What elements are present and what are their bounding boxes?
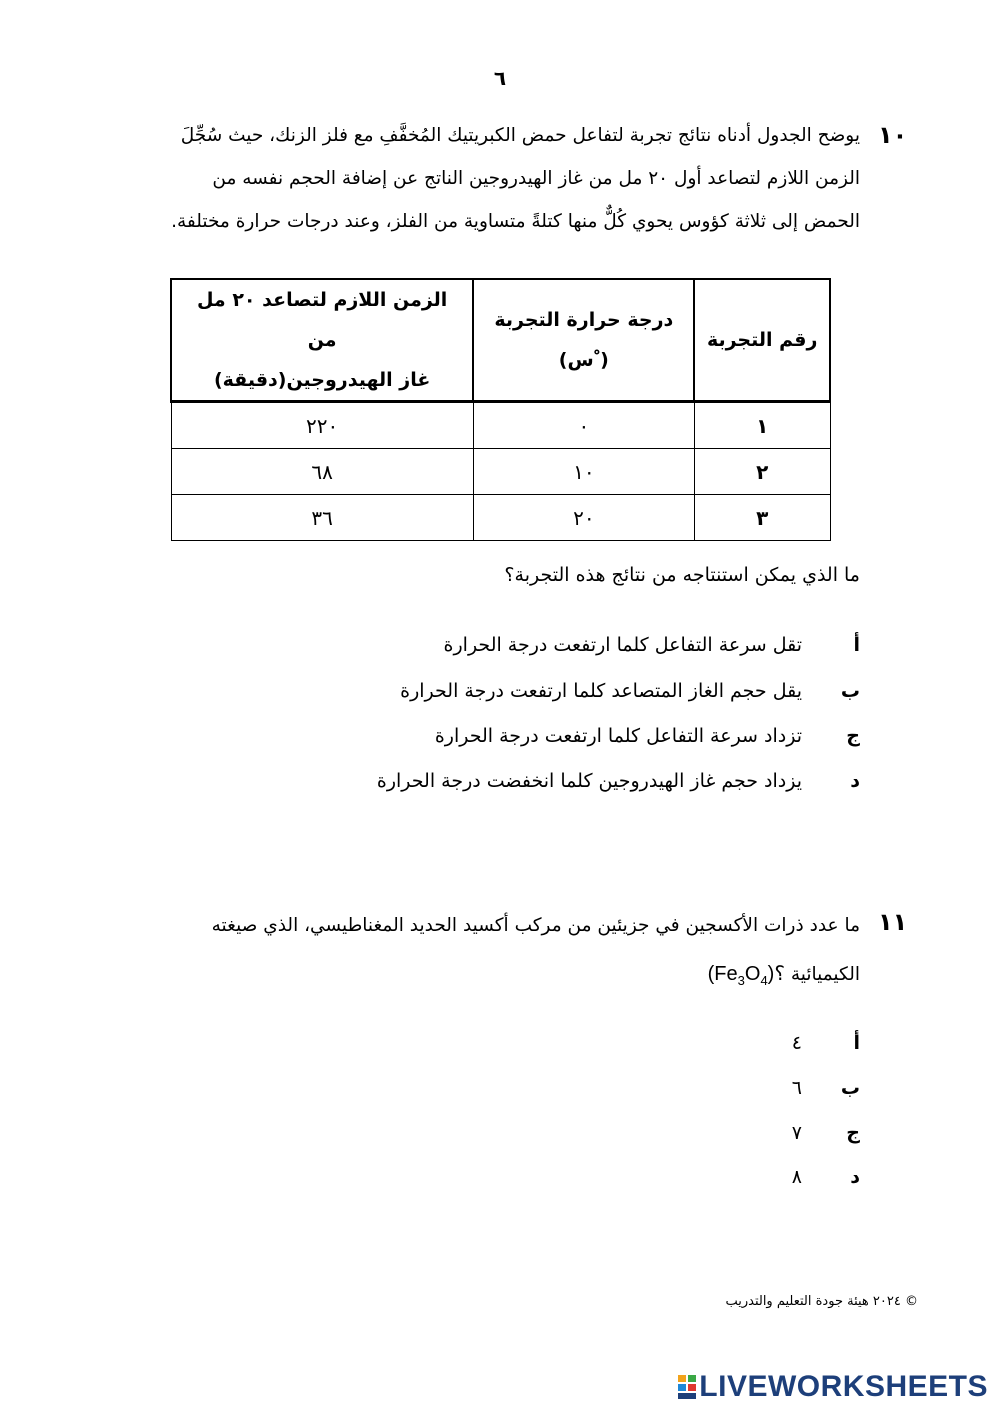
option-letter: ب: [840, 680, 860, 702]
question-11-line-1: ما عدد ذرات الأكسجين في جزيئين من مركب أكسيد الحديد المغناطيسي، الذي صيغته: [211, 915, 860, 936]
question-10-stem: [86, 114, 860, 243]
option-letter: د: [850, 1166, 860, 1188]
option-text: يزداد حجم غاز الهيدروجين كلما انخفضت درجة الحرارة: [376, 770, 802, 792]
question-11-line-2: الكيميائية $(Fe_3O_4)؟$: [707, 963, 860, 988]
option-text: ٧: [791, 1122, 802, 1144]
header-time: [171, 279, 473, 402]
cell-temperature: ٠: [473, 402, 694, 449]
copyright-notice: © ٢٠٢٤ هيئة جودة التعليم والتدريب: [725, 1294, 918, 1309]
option-c[interactable]: [435, 725, 860, 747]
header-temperature-line-1: درجة حرارة التجربة: [494, 309, 674, 331]
header-temperature-unit: ( ْس): [558, 349, 609, 371]
header-experiment-no: رقم التجربة: [694, 279, 830, 402]
option-text: يقل حجم الغاز المتصاعد كلما ارتفعت درجة الحرارة: [400, 680, 802, 702]
option-b[interactable]: [400, 680, 860, 702]
option-d[interactable]: [377, 770, 860, 792]
cell-experiment-no: ٣: [694, 495, 830, 541]
option-b[interactable]: [792, 1077, 860, 1099]
results-table: [170, 278, 831, 541]
option-a[interactable]: [444, 634, 860, 656]
option-letter: ب: [840, 1077, 860, 1099]
option-letter: ج: [846, 1122, 860, 1144]
option-d[interactable]: [792, 1166, 860, 1188]
header-time-line-2: غاز الهيدروجين(دقيقة): [213, 369, 431, 391]
option-text: تقل سرعة التفاعل كلما ارتفعت درجة الحرارة: [443, 634, 802, 656]
question-11-stem: [100, 902, 860, 1005]
question-10-line-2: الزمن اللازم لتصاعد أول ٢٠ مل من غاز الهيدروجين الناتج عن إضافة الحجم نفسه من: [212, 168, 860, 189]
cell-temperature: ٢٠: [473, 495, 694, 541]
option-letter: د: [850, 770, 860, 792]
table-row: [171, 449, 830, 495]
cell-time: ٢٢٠: [171, 402, 473, 449]
option-letter: أ: [853, 1032, 860, 1054]
option-letter: أ: [853, 634, 860, 656]
question-11-number: ١١: [878, 908, 908, 936]
question-10-prompt: ما الذي يمكن استنتاجه من نتائج هذه التجربة؟: [504, 564, 860, 586]
table-row: [171, 402, 830, 449]
table-header-row: [171, 279, 830, 402]
cell-experiment-no: ٢: [694, 449, 830, 495]
question-10-line-3: الحمض إلى ثلاثة كؤوس يحوي كُلٌّ منها كتلةً متساوية من الفلز، وعند درجات حرارة مختلفة.: [171, 211, 860, 232]
table-row: [171, 495, 830, 541]
question-10-number: ١٠: [878, 121, 908, 149]
option-text: تزداد سرعة التفاعل كلما ارتفعت درجة الحرارة: [434, 725, 802, 747]
liveworksheets-mark-icon: [678, 1375, 696, 1399]
header-time-line-1: الزمن اللازم لتصاعد ٢٠ مل من: [196, 289, 448, 351]
cell-time: ٦٨: [171, 449, 473, 495]
cell-temperature: ١٠: [473, 449, 694, 495]
option-text: ٨: [791, 1166, 802, 1188]
cell-experiment-no: ١: [694, 402, 830, 449]
option-c[interactable]: [792, 1122, 860, 1144]
header-temperature: [473, 279, 694, 402]
liveworksheets-wordmark: LIVEWORKSHEETS: [699, 1370, 988, 1403]
option-text: ٦: [791, 1077, 802, 1099]
question-10-line-1: يوضح الجدول أدناه نتائج تجربة لتفاعل حمض الكبريتيك المُخفَّفِ مع فلز الزنك، حيث سُجِّلَ: [180, 125, 860, 146]
option-letter: ج: [846, 725, 860, 747]
chemical-formula: $(Fe_3O_4)؟$: [707, 963, 785, 988]
liveworksheets-logo[interactable]: [678, 1370, 988, 1404]
cell-time: ٣٦: [171, 495, 473, 541]
option-text: ٤: [791, 1032, 802, 1054]
page-number: ٦: [493, 66, 507, 90]
option-a[interactable]: [792, 1032, 860, 1054]
